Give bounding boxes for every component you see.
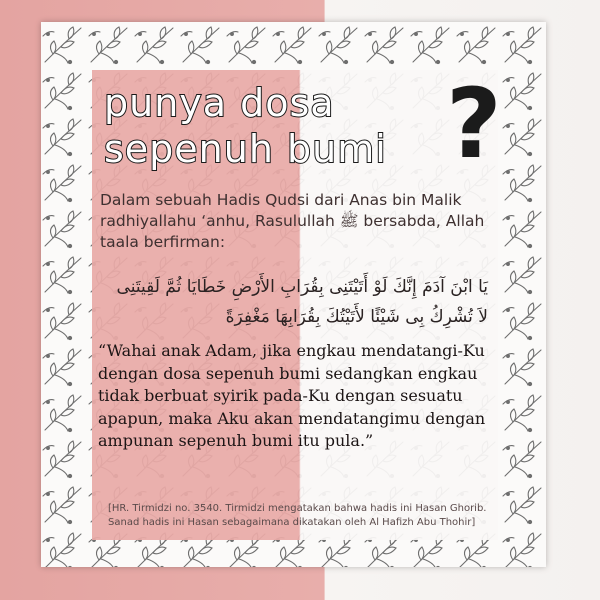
intro-text: Dalam sebuah Hadis Qudsi dari Anas bin Malik radhiyallahu ‘anhu, Rasulullah ﷺ bersabda, Allah taala berfirman: [100,191,485,251]
source-citation: [HR. Tirmidzi no. 3540. Tirmidzi mengatakan bahwa hadis ini Hasan Ghorib. Sanad hadis ini Hasan sebagaimana dikatakan oleh Al Hafizh Abu Thohir] [108,503,487,528]
title-line-1: punya dosa [104,81,335,125]
title-line-2: sepenuh bumi [104,127,387,171]
arabic-hadith: يَا ابْنَ آدَمَ إِنَّكَ لَوْ أَتَيْتَنِى بِقُرَابِ الأَرْضِ خَطَايَا ثُمَّ لَقِيتَنِى لاَ تُشْرِكُ بِى شَيْئًا لأَتَيْتُكَ بِقُرَابِهَا مَغْفِرَةً [116,277,488,327]
hadith-translation: “Wahai anak Adam, jika engkau mendatangi-Ku dengan dosa sepenuh bumi sedangkan engkau tidak berbuat syirik pada-Ku dengan sesuatu apapun, maka Aku akan mendatangimu dengan ampunan sepenuh bumi itu pula.” [98,341,486,450]
question-mark: ? [446,68,502,180]
